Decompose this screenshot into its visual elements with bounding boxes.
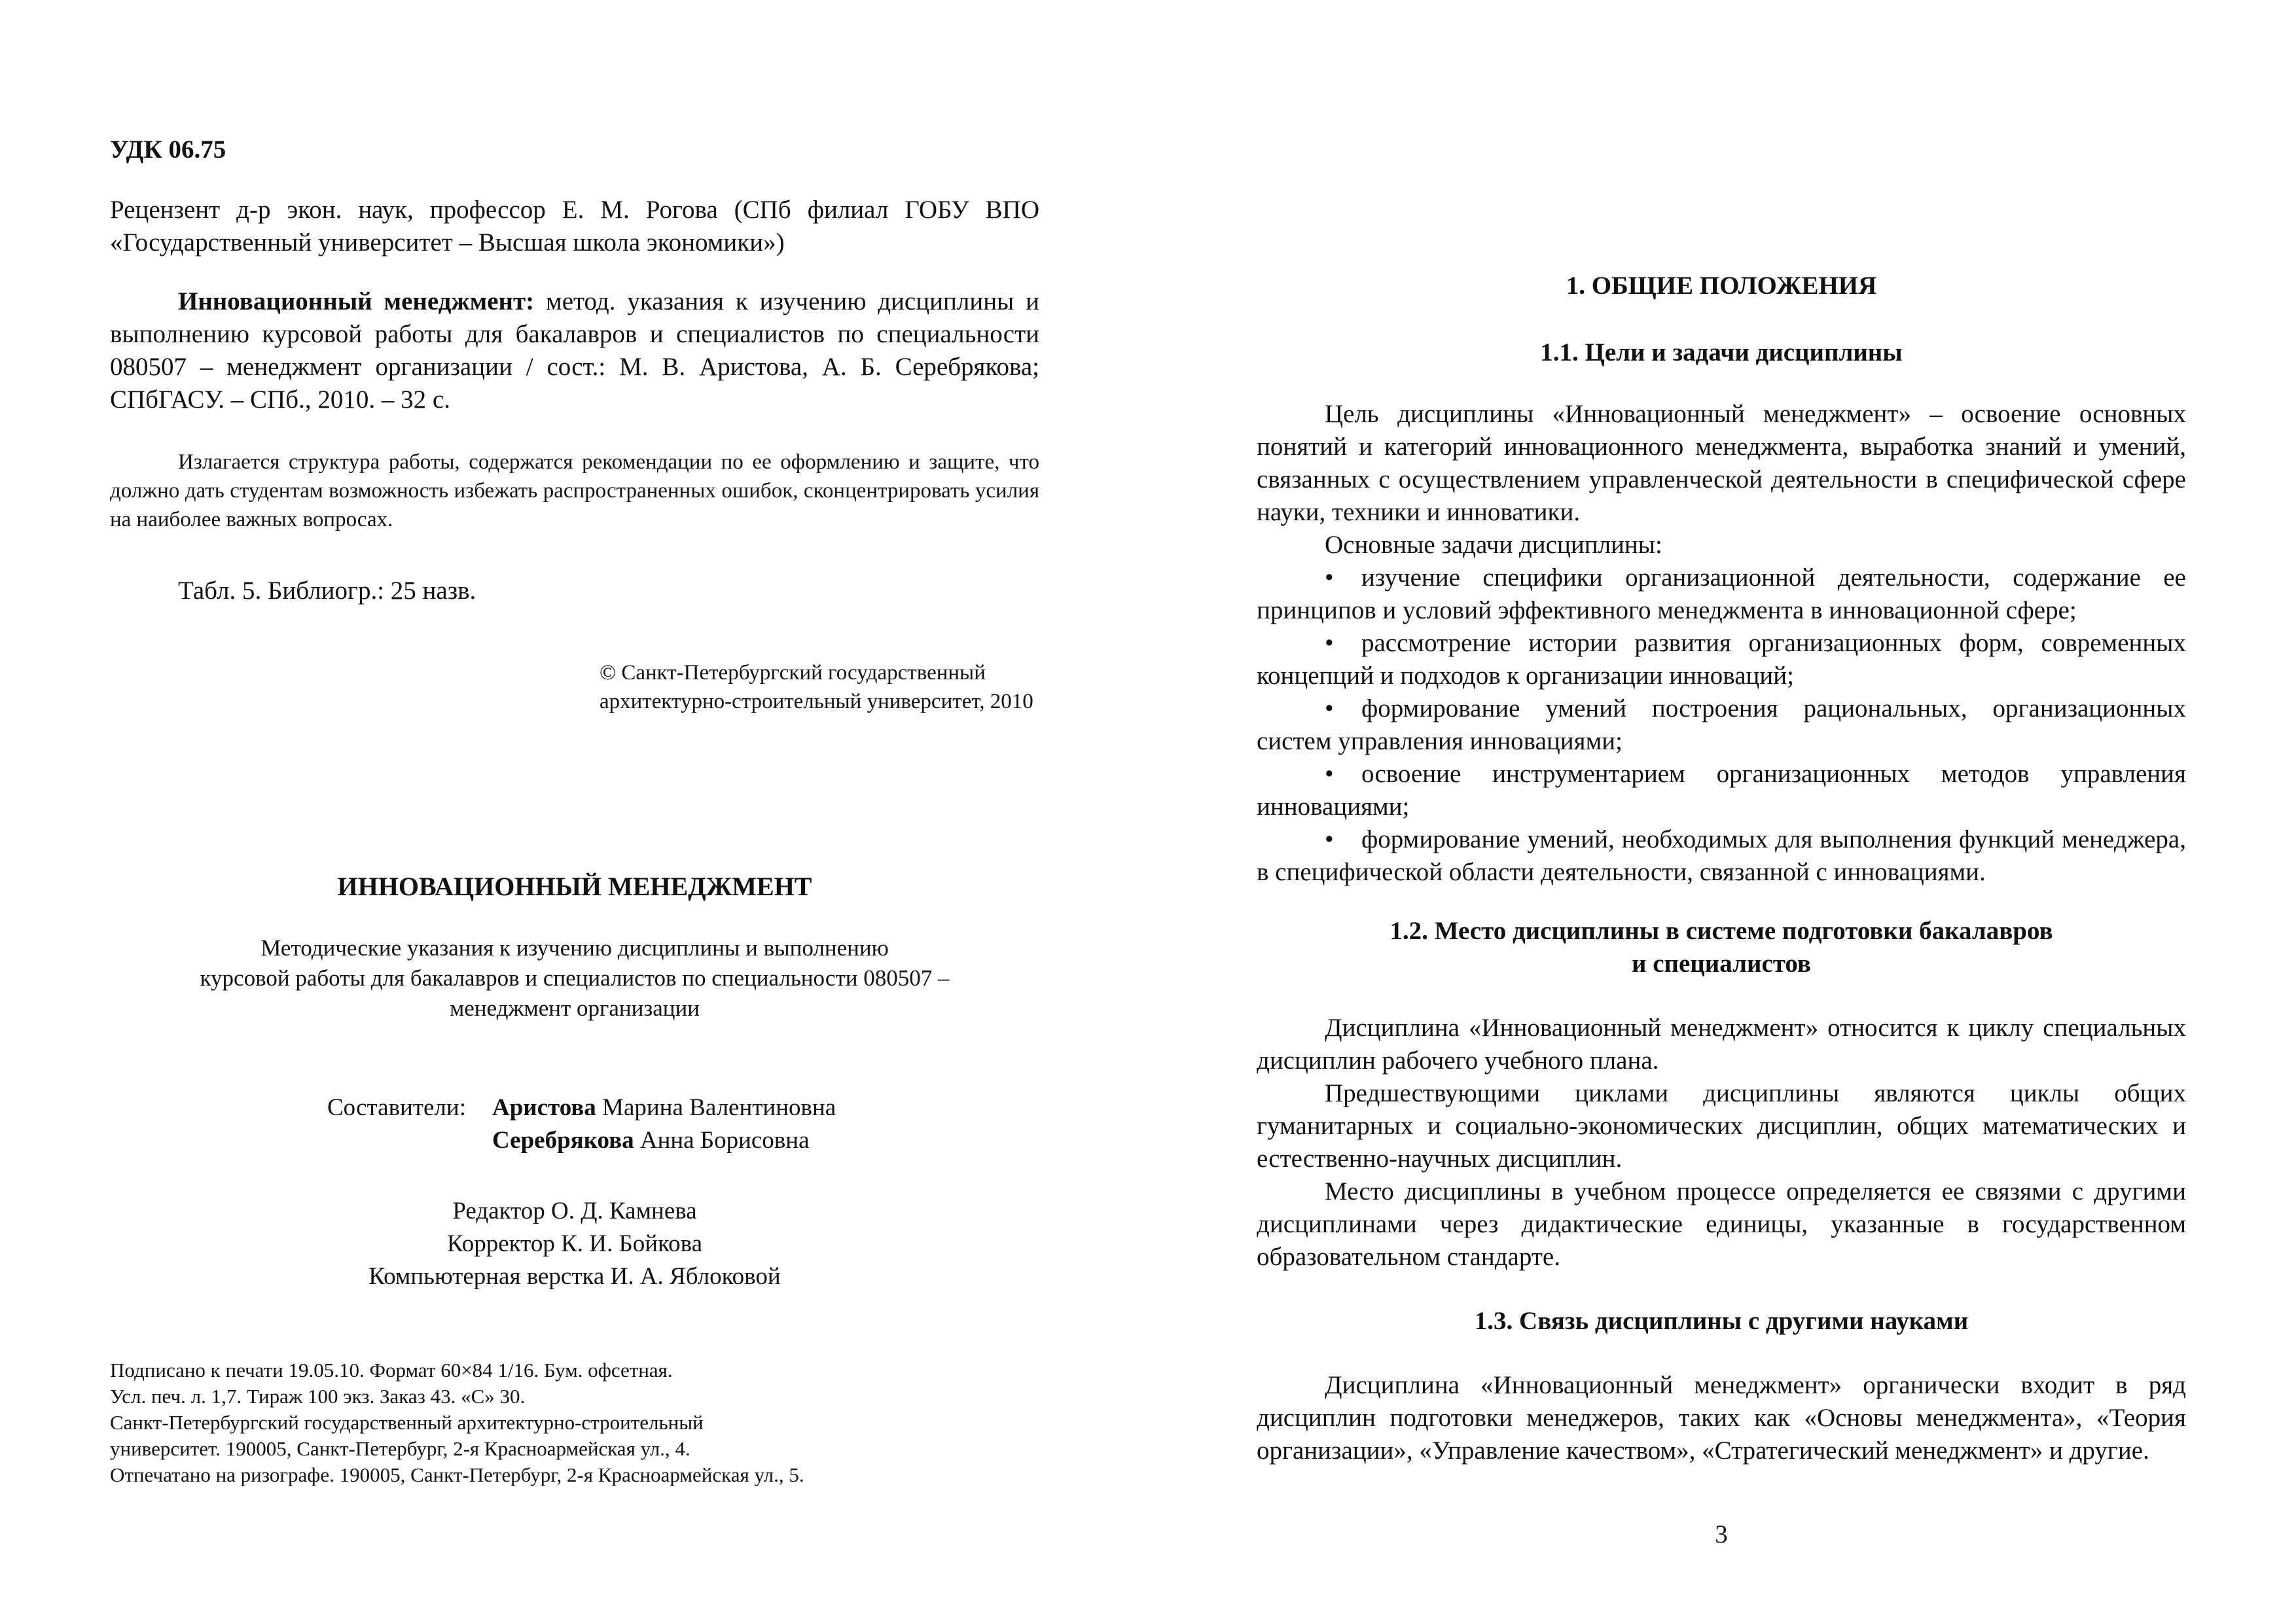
subtitle-line-3: менеджмент организации bbox=[450, 995, 700, 1021]
right-page bbox=[1148, 0, 2296, 1623]
imprint-line-4: университет. 190005, Санкт-Петербург, 2-я Красноармейская ул., 4. bbox=[110, 1437, 691, 1460]
imprint-line-3: Санкт-Петербургский государственный архитектурно-строительный bbox=[110, 1411, 704, 1434]
bullet-icon: • bbox=[1325, 825, 1334, 853]
section-1-2-body bbox=[1257, 1012, 2186, 1274]
page-number: 3 bbox=[1715, 1520, 1728, 1548]
compiler-2-surname: Серебрякова bbox=[492, 1127, 634, 1154]
section-1-2-title bbox=[1257, 915, 2186, 980]
subtitle-line-2: курсовой работы для бакалавров и специалистов по специальности 080507 – bbox=[200, 965, 950, 991]
section-1-1-tasks-list bbox=[1257, 562, 2186, 889]
section-1-1-goal: Цель дисциплины «Инновационный менеджмент» – освоение основных понятий и категорий инновационного менеджмента, выработка знаний и умений, связанных с осуществлением управленческой деятельности в специфической сфере науки, техники и инноватики. bbox=[1257, 400, 2186, 526]
section-1-2-paragraph-1: Дисциплина «Инновационный менеджмент» относится к циклу специальных дисциплин рабочего учебного плана. bbox=[1257, 1014, 2186, 1075]
compiler-1-surname: Аристова bbox=[492, 1094, 596, 1121]
compiler-2 bbox=[327, 1124, 1047, 1157]
section-1-2-paragraph-2: Предшествующими циклами дисциплины являются циклы общих гуманитарных и социально-экономических дисциплин, общих математических и естественно-научных дисциплин. bbox=[1257, 1079, 2186, 1173]
section-1-3-paragraph-1: Дисциплина «Инновационный менеджмент» органически входит в ряд дисциплин подготовки менеджеров, таких как «Основы менеджмента», «Теория организации», «Управление качеством», «Стратегический менеджмент» и другие. bbox=[1257, 1371, 2186, 1465]
bullet-icon: • bbox=[1325, 694, 1334, 722]
udk-code: УДК 06.75 bbox=[110, 135, 226, 164]
credits-block bbox=[110, 1195, 1039, 1293]
compilers-label: Составители: bbox=[327, 1094, 466, 1121]
tables-biblio-count: Табл. 5. Библиогр.: 25 назв. bbox=[178, 577, 476, 605]
copyright-line-1: © Санкт-Петербургский государственный bbox=[600, 661, 986, 685]
main-title: ИННОВАЦИОННЫЙ МЕНЕДЖМЕНТ bbox=[337, 872, 812, 901]
compiler-2-name: Анна Борисовна bbox=[634, 1127, 810, 1154]
section-1-2-title-line-2: и специалистов bbox=[1632, 950, 1811, 978]
task-item: • рассмотрение истории развития организационных форм, современных концепций и подходов к организации инноваций; bbox=[1257, 627, 2186, 692]
biblio-title: Инновационный менеджмент: bbox=[178, 287, 535, 315]
section-1-3-title: 1.3. Связь дисциплины с другими науками bbox=[1474, 1307, 1969, 1335]
compiler-1-name: Марина Валентиновна bbox=[596, 1094, 836, 1121]
abstract-text: Излагается структура работы, содержатся рекомендации по ее оформлению и защите, что должно дать студентам возможность избежать распространенных ошибок, сконцентрировать усилия на наиболее важных вопросах. bbox=[110, 450, 1039, 531]
compiler-1 bbox=[327, 1092, 1047, 1124]
section-1-2-paragraph-3: Место дисциплины в учебном процессе определяется ее связями с другими дисциплинами через дидактические единицы, указанные в государственном образовательном стандарте. bbox=[1257, 1177, 2186, 1271]
task-item: • изучение специфики организационной деятельности, содержание ее принципов и условий эффективного менеджмента в инновационной сфере; bbox=[1257, 562, 2186, 627]
task-item: • формирование умений построения рациональных, организационных систем управления инновациями; bbox=[1257, 692, 2186, 758]
corrector-credit: Корректор К. И. Бойкова bbox=[446, 1230, 703, 1257]
section-1-title: 1. ОБЩИЕ ПОЛОЖЕНИЯ bbox=[1566, 272, 1877, 300]
bibliographic-description bbox=[110, 285, 1039, 416]
reviewer-text: Рецензент д-р экон. наук, профессор Е. М. Рогова (СПб филиал ГОБУ ВПО «Государственный университет – Высшая школа экономики») bbox=[110, 196, 1039, 257]
copyright-block bbox=[600, 658, 1097, 716]
imprint-block bbox=[110, 1357, 1039, 1488]
section-1-1-tasks-intro: Основные задачи дисциплины: bbox=[1325, 531, 1662, 559]
compilers-block bbox=[327, 1092, 1047, 1157]
section-1-1-title: 1.1. Цели и задачи дисциплины bbox=[1540, 338, 1903, 366]
layout-credit: Компьютерная верстка И. А. Яблоковой bbox=[368, 1263, 781, 1290]
task-item: • формирование умений, необходимых для выполнения функций менеджера, в специфической области деятельности, связанной с инновациями. bbox=[1257, 823, 2186, 889]
bullet-icon: • bbox=[1325, 563, 1334, 592]
subtitle-line-1: Методические указания к изучению дисциплины и выполнению bbox=[260, 935, 889, 961]
bullet-icon: • bbox=[1325, 760, 1334, 788]
section-1-3-body bbox=[1257, 1369, 2186, 1467]
editor-credit: Редактор О. Д. Камнева bbox=[452, 1198, 697, 1224]
imprint-line-2: Усл. печ. л. 1,7. Тираж 100 экз. Заказ 43. «С» 30. bbox=[110, 1385, 526, 1408]
task-item: • освоение инструментарием организационных методов управления инновациями; bbox=[1257, 758, 2186, 823]
imprint-line-1: Подписано к печати 19.05.10. Формат 60×84 1/16. Бум. офсетная. bbox=[110, 1359, 673, 1382]
biblio-text: метод. указания к изучению дисциплины и выполнению курсовой работы для бакалавров и специалистов по специальности 080507 – менеджмент организации / сост.: М. В. Аристова, А. Б. Серебрякова; СПбГАСУ. – СПб., 2010. – 32 с. bbox=[110, 287, 1039, 414]
section-1-2-title-line-1: 1.2. Место дисциплины в системе подготовки бакалавров bbox=[1390, 917, 2053, 945]
copyright-line-2: архитектурно-строительный университет, 2010 bbox=[600, 690, 1033, 713]
bullet-icon: • bbox=[1325, 629, 1334, 657]
subtitle-block bbox=[110, 933, 1039, 1024]
imprint-line-5: Отпечатано на ризографе. 190005, Санкт-Петербург, 2-я Красноармейская ул., 5. bbox=[110, 1463, 804, 1486]
section-1-1-body bbox=[1257, 398, 2186, 889]
